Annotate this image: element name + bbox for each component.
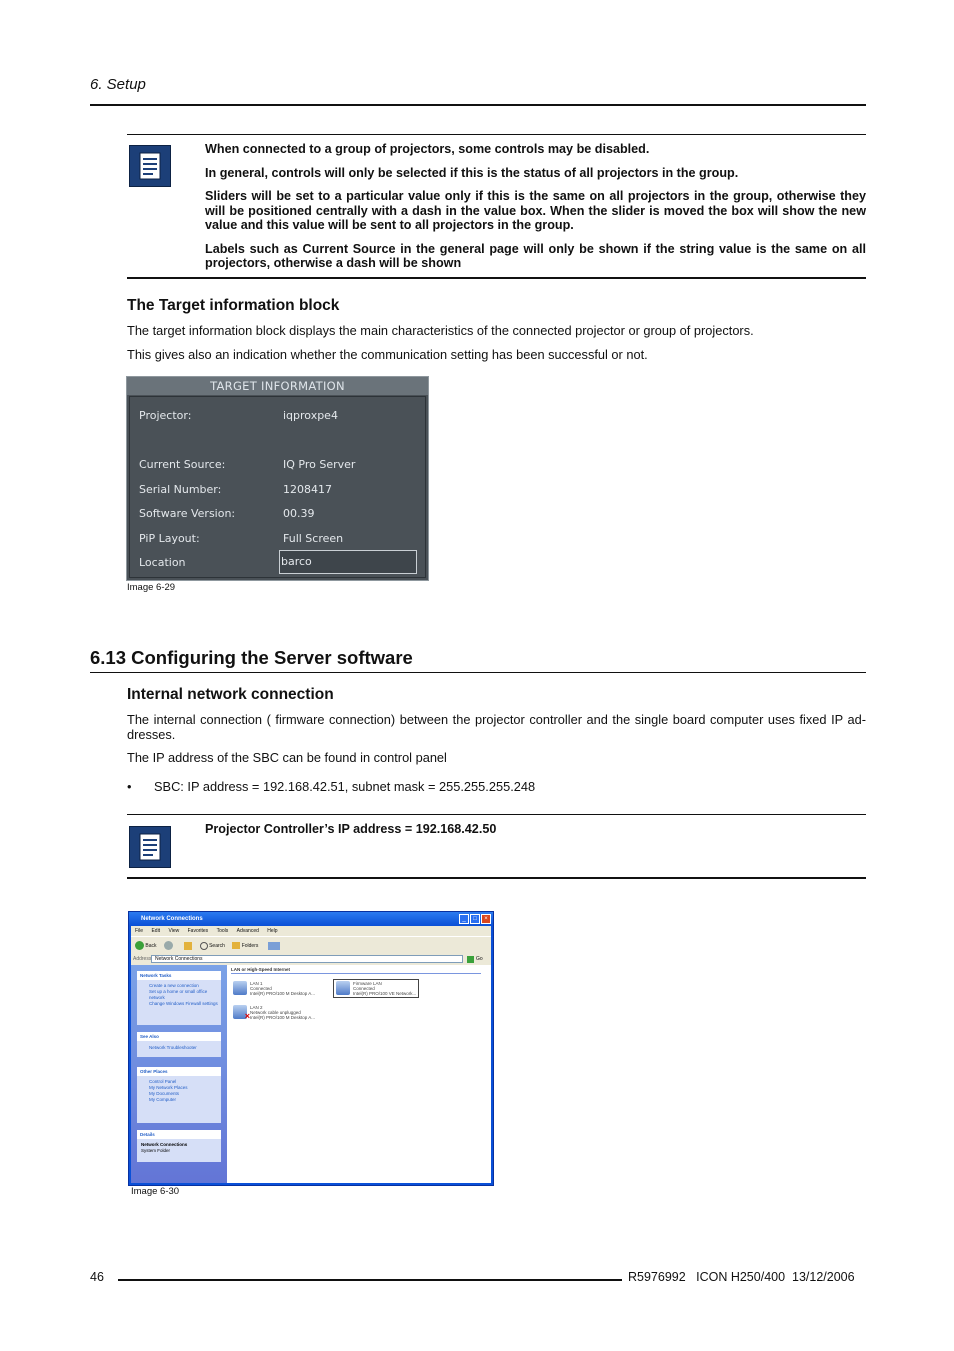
connection-device: Intel(R) PRO/100 VE Network... xyxy=(353,991,417,996)
note-bottom-rule xyxy=(127,277,866,279)
place-item: Control Panel xyxy=(149,1079,177,1084)
software-version-value: 00.39 xyxy=(283,507,315,520)
target-heading: The Target information block xyxy=(127,297,340,314)
target-paragraph-1: The target information block displays the main characteristics of the connected projector or group of projectors. xyxy=(127,323,754,338)
place-item: My Network Places xyxy=(149,1085,188,1090)
section-paragraph-1: The internal connection ( firmware connection) between the projector controller and the single board computer uses fixed IP ad-dresses. xyxy=(127,712,866,742)
window-title: Network Connections xyxy=(129,912,493,926)
back-icon xyxy=(135,941,144,950)
address-label: Address xyxy=(133,956,152,962)
menu-item: Help xyxy=(267,928,278,934)
network-connection-icon xyxy=(233,981,247,995)
serial-number-value: 1208417 xyxy=(283,483,332,496)
group-title: LAN or High-Speed Internet xyxy=(231,967,291,972)
pip-layout-value: Full Screen xyxy=(283,532,344,545)
place-item: My Documents xyxy=(149,1091,180,1096)
footer-rule xyxy=(118,1279,622,1281)
connection-device: Intel(R) PRO/100 M Desktop A... xyxy=(250,991,316,996)
pip-layout-label: PiP Layout: xyxy=(139,532,200,545)
connection-name: LAN 2 xyxy=(250,1005,263,1010)
forward-icon xyxy=(164,941,173,950)
menu-item: Edit xyxy=(151,928,161,934)
serial-number-label: Serial Number: xyxy=(139,483,222,496)
menu-item: Favorites xyxy=(187,928,209,934)
connection-name: Firmware LAN xyxy=(353,981,382,986)
details-item: System Folder xyxy=(141,1148,171,1153)
note-paragraph: Labels such as Current Source in the general page will only be shown if the string value is the same on all projectors, otherwise a dash will be shown xyxy=(205,241,866,270)
connection-status: Connected xyxy=(353,986,375,991)
software-version-label: Software Version: xyxy=(139,507,236,520)
panel-title: Details xyxy=(137,1130,221,1139)
go-icon xyxy=(467,956,474,963)
connection-status: Network cable unplugged xyxy=(250,1010,301,1015)
panel-title: Other Places xyxy=(137,1067,221,1076)
page-number: 46 xyxy=(90,1270,104,1284)
network-tasks-panel xyxy=(137,971,221,1025)
network-disconnected-icon: × xyxy=(233,1005,247,1019)
note-top-rule xyxy=(127,134,866,135)
location-input[interactable] xyxy=(279,550,417,574)
folders-label: Folders xyxy=(241,943,259,949)
note-paragraph: In general, controls will only be selected if this is the status of all projectors in the group. xyxy=(205,165,739,180)
folders-icon xyxy=(232,942,240,949)
note-text: Projector Controller’s IP address = 192.168.42.50 xyxy=(205,822,497,836)
see-also-item: Network Troubleshooter xyxy=(149,1045,197,1050)
connection-lan1 xyxy=(233,981,315,996)
panel-title: TARGET INFORMATION xyxy=(127,377,428,395)
minimize-icon: _ xyxy=(459,914,469,924)
target-information-panel xyxy=(126,376,429,581)
bullet-glyph: • xyxy=(127,779,132,794)
task-item: Set up a home or small office network xyxy=(149,989,208,1000)
note-paragraph: When connected to a group of projectors, some controls may be disabled. xyxy=(205,142,650,156)
note-paragraph: Sliders will be set to a particular value only if this is the same on all projectors in the group, otherwise they will be positioned centrally with a dash in the value box. When the slider is moved the box will show the new value and this value will be sent to all projectors in the group. xyxy=(205,189,866,232)
close-icon: × xyxy=(481,914,491,924)
connection-name: LAN 1 xyxy=(250,981,263,986)
header-rule xyxy=(90,104,866,106)
connection-status: Connected xyxy=(250,986,272,991)
image-caption: Image 6-30 xyxy=(131,1186,180,1197)
up-folder-icon xyxy=(184,942,192,950)
address-value: Network Connections xyxy=(155,956,203,962)
network-connections-screenshot xyxy=(128,911,494,1186)
go-label: Go xyxy=(476,956,483,962)
address-field xyxy=(151,955,463,963)
section-heading: 6.13 Configuring the Server software xyxy=(90,647,413,668)
projector-value: iqproxpe4 xyxy=(283,409,338,422)
window-buttons xyxy=(459,914,491,924)
connection-firmware-lan xyxy=(333,979,419,998)
search-label: Search xyxy=(209,943,225,949)
section-rule xyxy=(90,672,866,673)
menu-item: View xyxy=(168,928,180,934)
place-item: My Computer xyxy=(149,1097,177,1102)
maximize-icon: □ xyxy=(470,914,480,924)
note-bottom-rule xyxy=(127,877,866,879)
toolbar xyxy=(131,936,491,955)
panel-title: See Also xyxy=(137,1032,221,1041)
other-places-panel xyxy=(137,1067,221,1123)
task-item: Create a new connection xyxy=(149,983,199,988)
content-area xyxy=(227,965,491,1183)
views-icon xyxy=(268,942,280,950)
projector-label: Projector: xyxy=(139,409,192,422)
note-icon xyxy=(129,826,171,868)
current-source-value: IQ Pro Server xyxy=(283,458,356,471)
details-item: Network Connections xyxy=(141,1142,188,1147)
connection-lan2 xyxy=(233,1005,315,1020)
current-source-label: Current Source: xyxy=(139,458,226,471)
search-icon xyxy=(200,942,208,950)
menu-item: Advanced xyxy=(236,928,259,934)
subsection-heading: Internal network connection xyxy=(127,686,334,703)
location-label: Location xyxy=(139,556,186,569)
document-reference: R5976992 ICON H250/400 13/12/2006 xyxy=(628,1270,855,1284)
back-label: Back xyxy=(145,943,157,949)
bullet-text: SBC: IP address = 192.168.42.51, subnet mask = 255.255.255.248 xyxy=(154,779,536,794)
task-pane xyxy=(131,965,227,1183)
connection-device: Intel(R) PRO/100 M Desktop A... xyxy=(250,1015,316,1020)
section-paragraph-2: The IP address of the SBC can be found in control panel xyxy=(127,750,447,765)
image-caption: Image 6-29 xyxy=(127,582,176,593)
note-block xyxy=(205,142,866,280)
menu-item: Tools xyxy=(216,928,229,934)
menu-item: File xyxy=(135,928,144,934)
note-icon xyxy=(129,145,171,187)
task-item: Change Windows Firewall settings xyxy=(149,1001,218,1006)
chapter-header: 6. Setup xyxy=(90,76,146,93)
details-panel xyxy=(137,1130,221,1162)
bullet-item xyxy=(127,779,866,794)
location-value: barco xyxy=(281,555,312,568)
menu-bar xyxy=(131,926,491,936)
group-rule xyxy=(231,973,481,974)
target-paragraph-2: This gives also an indication whether the communication setting has been successful or not. xyxy=(127,347,648,362)
panel-title: Network Tasks xyxy=(137,971,221,980)
see-also-panel xyxy=(137,1032,221,1057)
address-bar xyxy=(131,954,491,965)
note-top-rule xyxy=(127,814,866,815)
network-connection-icon xyxy=(336,981,350,995)
